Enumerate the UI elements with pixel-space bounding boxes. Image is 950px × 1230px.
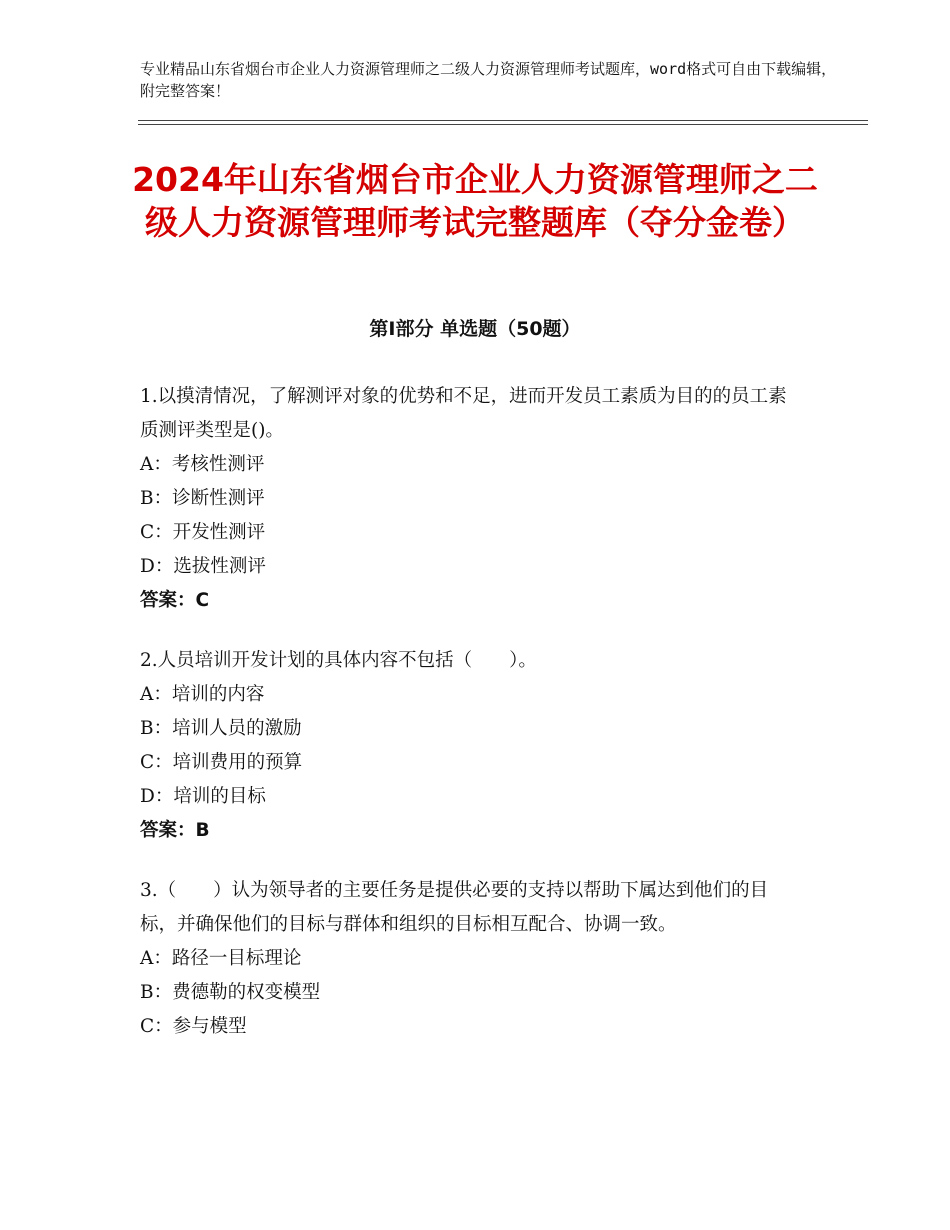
option-d: D：选拔性测评 bbox=[140, 556, 266, 577]
option-c: C：开发性测评 bbox=[140, 522, 266, 543]
option-c: C：培训费用的预算 bbox=[140, 752, 303, 773]
header-divider-secondary bbox=[138, 124, 868, 125]
document-title: 2024年山东省烟台市企业人力资源管理师之二级人力资源管理师考试完整题库（夺分金卷） bbox=[132, 160, 818, 242]
option-d: D：培训的目标 bbox=[140, 786, 266, 807]
option-a: A：考核性测评 bbox=[140, 454, 265, 475]
option-b: B：培训人员的激励 bbox=[140, 718, 302, 739]
answer-label: 答案：C bbox=[140, 590, 210, 611]
question-stem: 2.人员培训开发计划的具体内容不包括（ ）。 bbox=[140, 650, 537, 671]
option-a: A：培训的内容 bbox=[140, 684, 265, 705]
header-note: 专业精品山东省烟台市企业人力资源管理师之二级人力资源管理师考试题库，word格式可自由下载编辑，附完整答案！ bbox=[140, 60, 837, 100]
answer-label: 答案：B bbox=[140, 820, 210, 841]
option-b: B：费德勒的权变模型 bbox=[140, 982, 321, 1003]
question-2 bbox=[140, 644, 800, 848]
question-stem: 1.以摸清情况，了解测评对象的优势和不足，进而开发员工素质为目的的员工素质测评类型是()。 bbox=[140, 386, 787, 441]
question-stem: 3.（ ）认为领导者的主要任务是提供必要的支持以帮助下属达到他们的目标，并确保他们的目标与群体和组织的目标相互配合、协调一致。 bbox=[140, 880, 769, 935]
option-b: B：诊断性测评 bbox=[140, 488, 265, 509]
question-3 bbox=[140, 874, 800, 1044]
question-list bbox=[140, 380, 800, 1070]
header-divider bbox=[138, 120, 868, 121]
option-c: C：参与模型 bbox=[140, 1016, 247, 1037]
section-heading: 第Ⅰ部分 单选题（50题） bbox=[369, 318, 581, 340]
option-a: A：路径一目标理论 bbox=[140, 948, 302, 969]
question-1 bbox=[140, 380, 800, 618]
